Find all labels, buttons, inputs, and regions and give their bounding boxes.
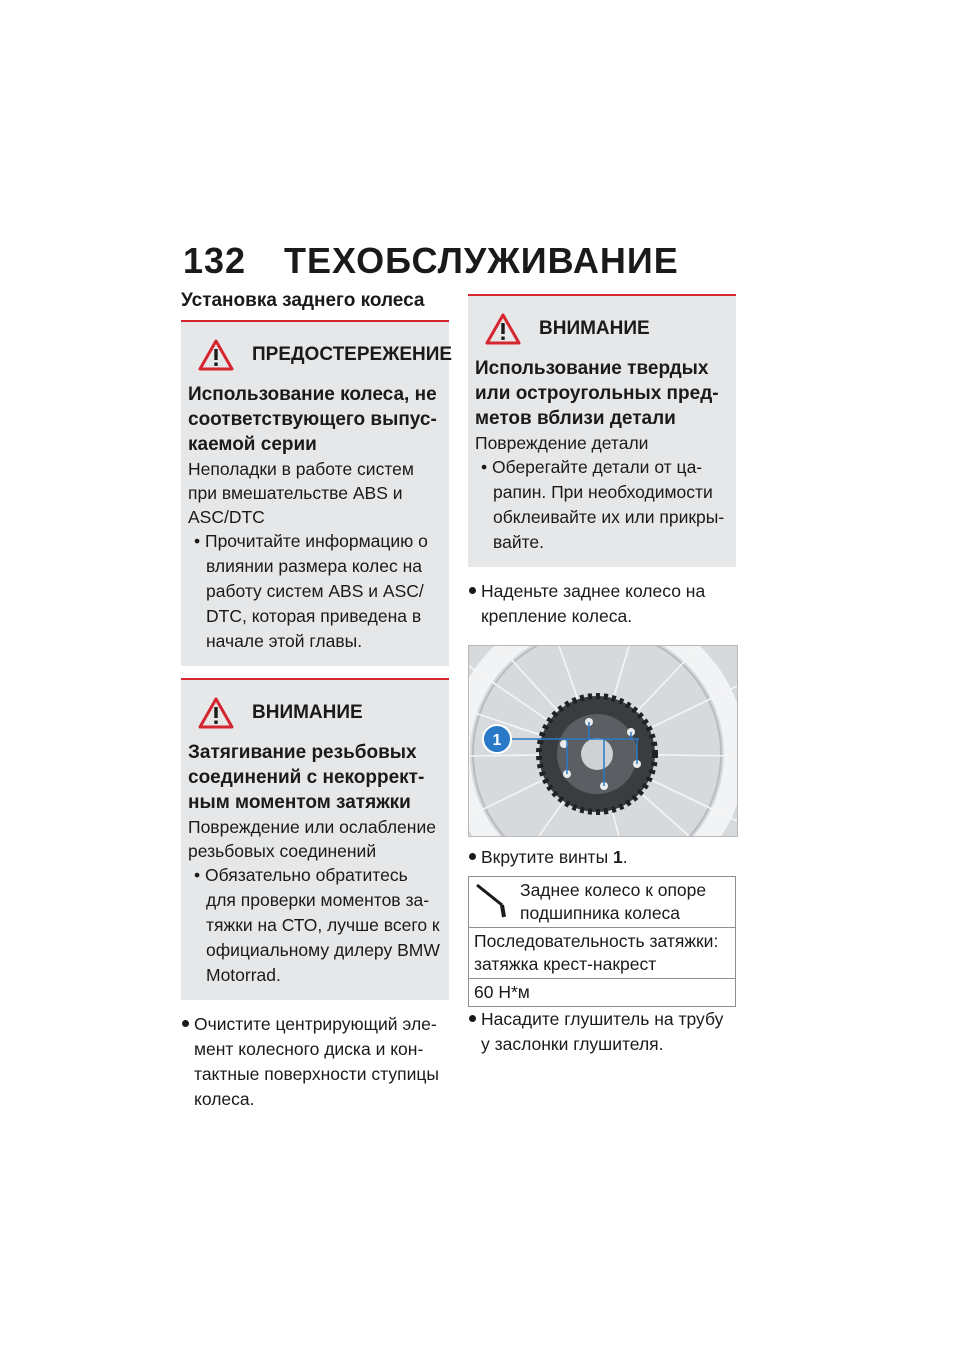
- bullet-dot-icon: [182, 1020, 189, 1027]
- section-title: Установка заднего колеса: [181, 290, 425, 311]
- torque-spec-table: [468, 876, 736, 1007]
- caution-box-scratch: [468, 294, 736, 567]
- warning-title: Использование колеса, не соответствующего выпус- каемой серии: [188, 384, 437, 455]
- page-header: [183, 240, 679, 282]
- caution-box-torque: [181, 678, 449, 1000]
- spec-row-torque-value: 60 Н*м: [469, 979, 736, 1007]
- chapter-title: ТЕХОБСЛУЖИВАНИЕ: [284, 240, 679, 281]
- left-column: [181, 290, 453, 1122]
- caution-label: ВНИМАНИЕ: [252, 702, 363, 723]
- warning-triangle-icon: [485, 313, 521, 345]
- caution-title: Использование твердых или остроугольных пред- метов вблизи детали: [475, 358, 719, 429]
- warning-triangle-icon: [198, 339, 234, 371]
- warning-triangle-icon: [198, 697, 234, 729]
- rear-wheel-illustration: [469, 646, 737, 836]
- spec-row-component: Заднее колесо к опоре подшипника колеса: [469, 877, 736, 928]
- step-clean: Очистите центрирующий эле- мент колесного диска и кон- тактные поверхности ступицы колеса.: [181, 1012, 449, 1112]
- step-muffler: Насадите глушитель на трубу у заслонки глушителя.: [468, 1007, 736, 1057]
- bullet-dot-icon: [469, 587, 476, 594]
- warning-consequence: Неполадки в работе систем при вмешательстве ABS и ASC/DTC: [188, 459, 414, 527]
- step-fit-wheel: Наденьте заднее колесо на крепление колеса.: [468, 579, 736, 629]
- page-number: 132: [183, 240, 247, 281]
- caution-bullet: • Обязательно обратитесь для проверки моментов за- тяжки на СТО, лучше всего к официальному дилеру BMW Motorrad.: [194, 865, 440, 985]
- caution-bullet: • Оберегайте детали от ца- рапин. При необходимости обклеивайте их или прикры- вайте.: [481, 457, 725, 552]
- right-column: [468, 294, 736, 1067]
- bullet-dot-icon: [469, 1015, 476, 1022]
- caution-consequence: Повреждение или ослабление резьбовых соединений: [188, 817, 436, 861]
- warning-box: [181, 320, 453, 666]
- bullet-dot-icon: [469, 853, 476, 860]
- torque-wrench-icon: [474, 879, 512, 919]
- caution-consequence: Повреждение детали: [475, 433, 649, 453]
- step-screws: Вкрутите винты 1.: [468, 845, 736, 870]
- rear-wheel-photo: [468, 645, 738, 837]
- callout-number: 1: [492, 732, 502, 749]
- caution-label: ВНИМАНИЕ: [539, 318, 650, 339]
- spec-row-sequence: Последовательность затяжки: затяжка крест-накрест: [469, 928, 736, 979]
- warning-label: ПРЕДОСТЕРЕЖЕНИЕ: [252, 344, 453, 365]
- caution-title: Затягивание резьбовых соединений с некоррект- ным моментом затяжки: [188, 742, 425, 813]
- warning-bullet: • Прочитайте информацию о влиянии размера колес на работу систем ABS и ASC/ DTC, которая приведена в начале этой главы.: [194, 531, 428, 651]
